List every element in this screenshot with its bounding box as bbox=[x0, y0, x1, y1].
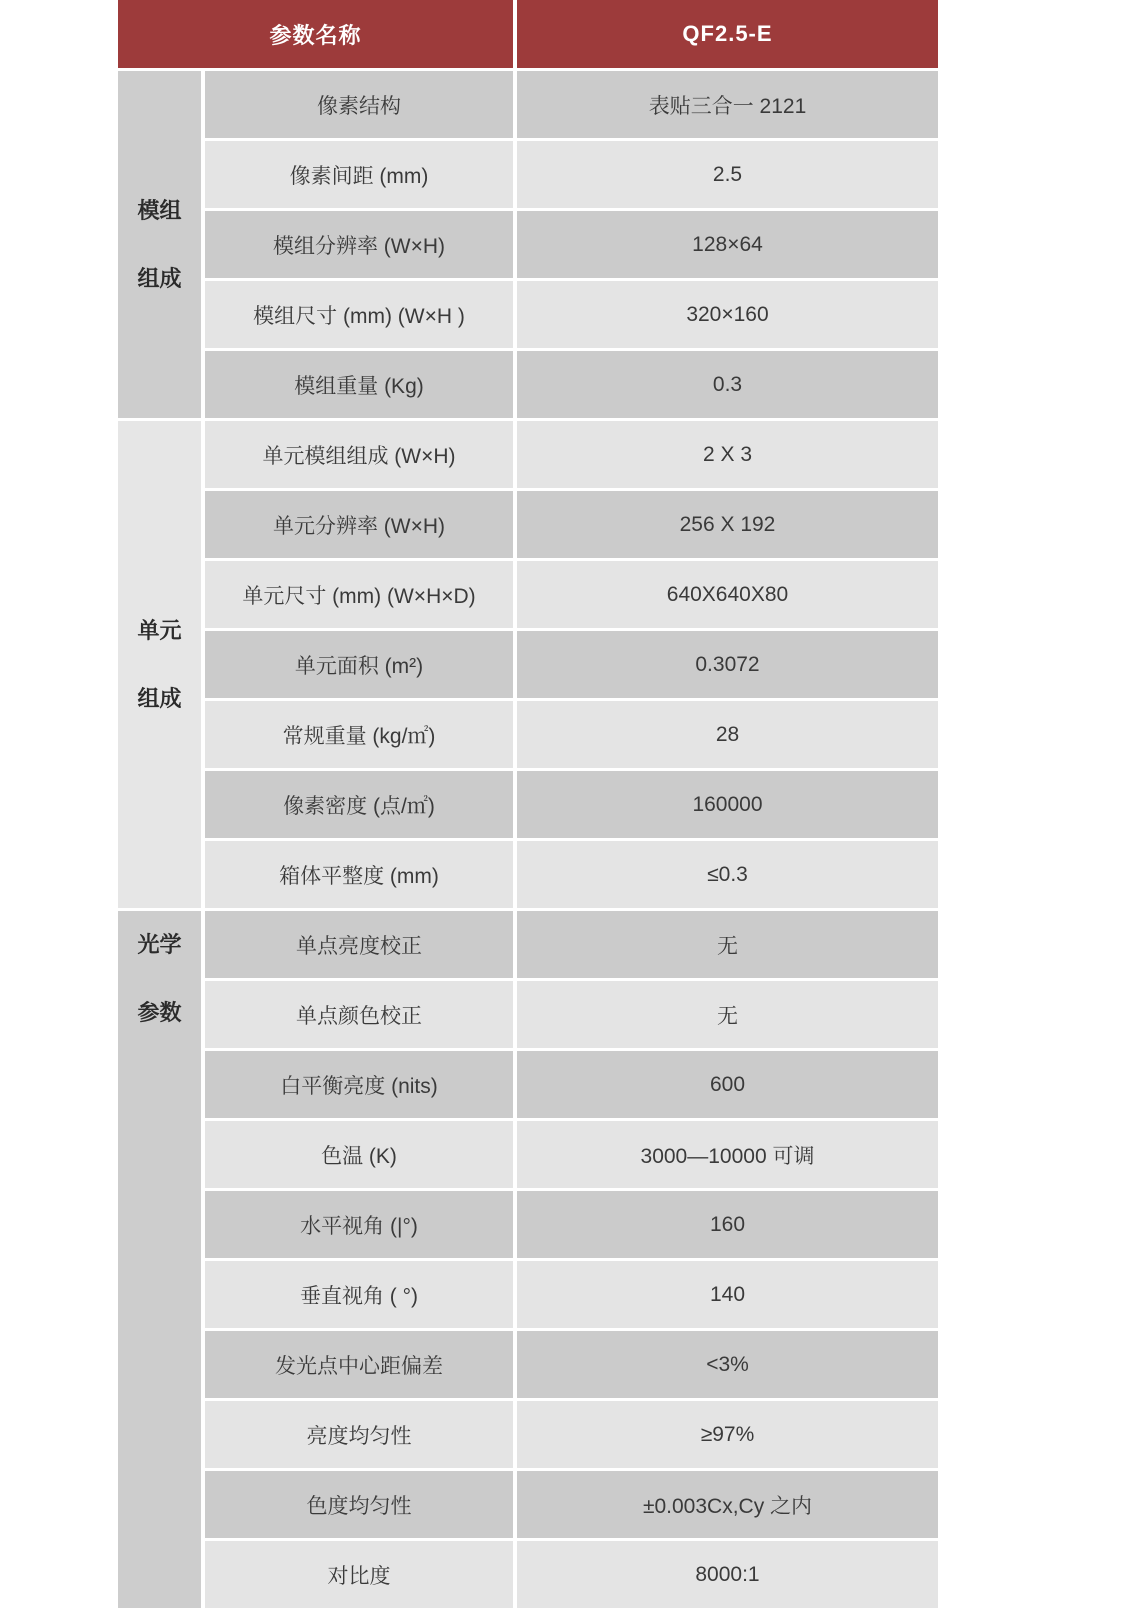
param-cell: 箱体平整度 (mm) bbox=[205, 841, 513, 908]
rows-column bbox=[205, 71, 938, 1611]
group-label: 模组 bbox=[137, 197, 182, 223]
table-row bbox=[205, 1541, 938, 1608]
table-row bbox=[205, 1401, 938, 1468]
param-cell: 像素结构 bbox=[205, 71, 513, 138]
param-cell: 单点颜色校正 bbox=[205, 981, 513, 1048]
value-cell: 0.3 bbox=[517, 351, 938, 418]
table-row bbox=[205, 491, 938, 558]
param-cell: 常规重量 (kg/㎡) bbox=[205, 701, 513, 768]
param-cell: 对比度 bbox=[205, 1541, 513, 1608]
param-cell: 单元尺寸 (mm) (W×H×D) bbox=[205, 561, 513, 628]
table-row bbox=[205, 981, 938, 1048]
group-cell bbox=[118, 911, 201, 1608]
param-cell: 亮度均匀性 bbox=[205, 1401, 513, 1468]
param-cell: 模组重量 (Kg) bbox=[205, 351, 513, 418]
value-cell: 640X640X80 bbox=[517, 561, 938, 628]
table-row bbox=[205, 1331, 938, 1398]
table-row bbox=[205, 701, 938, 768]
param-cell: 发光点中心距偏差 bbox=[205, 1331, 513, 1398]
param-cell: 色温 (K) bbox=[205, 1121, 513, 1188]
param-cell: 白平衡亮度 (nits) bbox=[205, 1051, 513, 1118]
table-row bbox=[205, 1261, 938, 1328]
group-label: 单元 bbox=[137, 617, 182, 643]
spec-table bbox=[118, 0, 938, 1611]
value-cell: 0.3072 bbox=[517, 631, 938, 698]
table-row bbox=[205, 631, 938, 698]
param-cell: 单点亮度校正 bbox=[205, 911, 513, 978]
param-cell: 单元模组组成 (W×H) bbox=[205, 421, 513, 488]
param-cell: 水平视角 (|°) bbox=[205, 1191, 513, 1258]
table-row bbox=[205, 561, 938, 628]
header-param-col: 参数名称 bbox=[118, 0, 513, 68]
group-cell bbox=[118, 71, 201, 418]
param-cell: 单元面积 (m²) bbox=[205, 631, 513, 698]
table-body bbox=[118, 71, 938, 1611]
header-value-col: QF2.5-E bbox=[517, 0, 938, 68]
value-cell: 160 bbox=[517, 1191, 938, 1258]
group-label: 组成 bbox=[137, 685, 182, 711]
value-cell: 3000—10000 可调 bbox=[517, 1121, 938, 1188]
table-header-row bbox=[118, 0, 938, 68]
value-cell: 8000:1 bbox=[517, 1541, 938, 1608]
param-cell: 像素密度 (点/㎡) bbox=[205, 771, 513, 838]
table-row bbox=[205, 71, 938, 138]
table-row bbox=[205, 421, 938, 488]
value-cell: 28 bbox=[517, 701, 938, 768]
value-cell: <3% bbox=[517, 1331, 938, 1398]
table-row bbox=[205, 1191, 938, 1258]
table-row bbox=[205, 281, 938, 348]
value-cell: 无 bbox=[517, 911, 938, 978]
value-cell: 2.5 bbox=[517, 141, 938, 208]
table-row bbox=[205, 1051, 938, 1118]
value-cell: 160000 bbox=[517, 771, 938, 838]
table-row bbox=[205, 771, 938, 838]
value-cell: 600 bbox=[517, 1051, 938, 1118]
table-row bbox=[205, 841, 938, 908]
group-cell bbox=[118, 421, 201, 908]
group-column bbox=[118, 71, 201, 1611]
value-cell: 无 bbox=[517, 981, 938, 1048]
param-cell: 单元分辨率 (W×H) bbox=[205, 491, 513, 558]
table-row bbox=[205, 351, 938, 418]
value-cell: 128×64 bbox=[517, 211, 938, 278]
value-cell: 2 X 3 bbox=[517, 421, 938, 488]
param-cell: 像素间距 (mm) bbox=[205, 141, 513, 208]
param-cell: 垂直视角 ( °) bbox=[205, 1261, 513, 1328]
table-row bbox=[205, 1121, 938, 1188]
table-row bbox=[205, 211, 938, 278]
value-cell: 表贴三合一 2121 bbox=[517, 71, 938, 138]
table-row bbox=[205, 141, 938, 208]
group-label: 参数 bbox=[137, 1000, 182, 1025]
value-cell: ±0.003Cx,Cy 之内 bbox=[517, 1471, 938, 1538]
table-row bbox=[205, 911, 938, 978]
param-cell: 模组分辨率 (W×H) bbox=[205, 211, 513, 278]
value-cell: ≤0.3 bbox=[517, 841, 938, 908]
value-cell: ≥97% bbox=[517, 1401, 938, 1468]
param-cell: 色度均匀性 bbox=[205, 1471, 513, 1538]
value-cell: 140 bbox=[517, 1261, 938, 1328]
group-label: 组成 bbox=[137, 265, 182, 291]
table-row bbox=[205, 1471, 938, 1538]
group-label: 光学 bbox=[137, 932, 182, 957]
value-cell: 320×160 bbox=[517, 281, 938, 348]
value-cell: 256 X 192 bbox=[517, 491, 938, 558]
param-cell: 模组尺寸 (mm) (W×H ) bbox=[205, 281, 513, 348]
